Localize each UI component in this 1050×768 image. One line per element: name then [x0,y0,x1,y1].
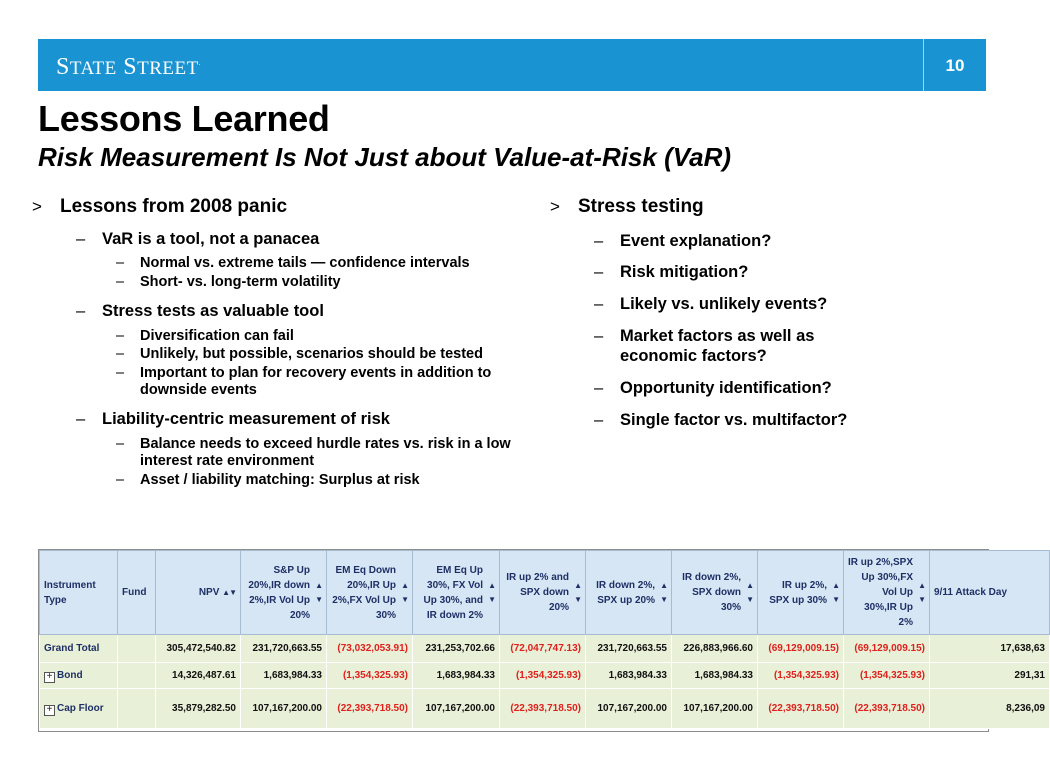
sort-icon[interactable]: ▲ ▼ [315,580,323,604]
value-cell: 14,326,487.61 [156,663,241,689]
right-column [546,196,966,441]
value-cell: (1,354,325.93) [500,663,586,689]
sort-icon[interactable]: ▲ ▼ [574,580,582,604]
col-header-scenario-3[interactable]: EM Eq Up 30%, FX Vol Up 30%, and IR down 2% ▲ ▼ [413,551,500,635]
expand-icon[interactable]: + [44,705,55,716]
bullet-item: – Single factor vs. multifactor? [594,410,848,429]
value-cell: 231,720,663.55 [241,635,327,663]
value-cell: (1,354,325.93) [844,663,930,689]
table-row-grand-total [40,635,1050,663]
value-cell: 35,879,282.50 [156,689,241,729]
col-header-npv[interactable]: NPV ▲▼ [156,551,241,635]
bullet-item: – Risk mitigation? [594,263,749,282]
state-street-logo: STATE STREET. [56,54,201,80]
sub-bullet: – Normal vs. extreme tails — confidence intervals [116,255,470,272]
value-cell: 1,683,984.33 [413,663,500,689]
sort-icon[interactable]: ▲ ▼ [746,580,754,604]
row-label: + Bond [40,663,118,689]
slide-title: Lessons Learned [38,98,330,139]
value-cell: (22,393,718.50) [844,689,930,729]
table-row-cap-floor [40,689,1050,729]
expand-icon[interactable]: + [44,672,55,683]
bullet-var-tool: – VaR is a tool, not a panacea [76,229,320,248]
col-header-scenario-6[interactable]: IR down 2%, SPX down 30% ▲ ▼ [672,551,758,635]
col-header-scenario-8[interactable]: IR up 2%,SPX Up 30%,FX Vol Up 30%,IR Up 2% ▲ ▼ [844,551,930,635]
header-bar [38,39,986,91]
value-cell: 107,167,200.00 [413,689,500,729]
bullet-item: – Market factors as well as economic factors? [594,326,815,366]
value-cell: 107,167,200.00 [241,689,327,729]
col-header-scenario-2[interactable]: EM Eq Down 20%,IR Up 2%,FX Vol Up 30% ▲ ▼ [327,551,413,635]
page-number: 10 [945,56,965,75]
sub-bullet: – Diversification can fail [116,327,294,344]
bullet-item: – Event explanation? [594,231,772,250]
value-cell: 231,253,702.66 [413,635,500,663]
col-header-scenario-7[interactable]: IR up 2%, SPX up 30% ▲ ▼ [758,551,844,635]
value-cell: (22,393,718.50) [758,689,844,729]
stress-test-grid [39,550,1050,729]
bullet-stress-tests: – Stress tests as valuable tool [76,302,324,321]
col-header-instrument-type[interactable]: Instrument Type [40,551,118,635]
value-cell: (69,129,009.15) [844,635,930,663]
value-cell: 1,683,984.33 [672,663,758,689]
value-cell: 8,236,09 [930,689,1050,729]
value-cell: 1,683,984.33 [241,663,327,689]
bullet-lessons-2008: > Lessons from 2008 panic [32,196,288,217]
value-cell: (1,354,325.93) [758,663,844,689]
value-cell: 107,167,200.00 [586,689,672,729]
sub-bullet: – Important to plan for recovery events in addition to downside events [116,364,492,398]
sub-bullet: – Unlikely, but possible, scenarios should be tested [116,346,483,363]
sub-bullet: – Asset / liability matching: Surplus at risk [116,471,420,488]
bullet-stress-testing: > Stress testing [550,196,704,217]
value-cell: 231,720,663.55 [586,635,672,663]
value-cell: (72,047,747.13) [500,635,586,663]
left-column [28,196,548,499]
slide-subtitle: Risk Measurement Is Not Just about Value-at-Risk (VaR) [38,142,732,172]
col-header-scenario-1[interactable]: S&P Up 20%,IR down 2%,IR Vol Up 20% ▲ ▼ [241,551,327,635]
col-header-scenario-9[interactable]: 9/11 Attack Day [930,551,1050,635]
sort-icon[interactable]: ▲ ▼ [832,580,840,604]
sort-icon[interactable]: ▲▼ [222,588,236,597]
sub-bullet: – Short- vs. long-term volatility [116,273,341,290]
col-header-scenario-4[interactable]: IR up 2% and SPX down 20% ▲ ▼ [500,551,586,635]
row-label: + Cap Floor [40,689,118,729]
value-cell: 226,883,966.60 [672,635,758,663]
value-cell: 291,31 [930,663,1050,689]
stress-test-table [38,549,1045,732]
table-row-bond [40,663,1050,689]
value-cell: (69,129,009.15) [758,635,844,663]
fund-cell [118,689,156,729]
bullet-item: – Likely vs. unlikely events? [594,295,828,314]
value-cell: 1,683,984.33 [586,663,672,689]
value-cell: (1,354,325.93) [327,663,413,689]
bullet-item: – Opportunity identification? [594,378,832,397]
value-cell: (22,393,718.50) [327,689,413,729]
col-header-fund[interactable]: Fund [118,551,156,635]
sort-icon[interactable]: ▲ ▼ [918,580,926,604]
sort-icon[interactable]: ▲ ▼ [660,580,668,604]
value-cell: (22,393,718.50) [500,689,586,729]
value-cell: 305,472,540.82 [156,635,241,663]
value-cell: (73,032,053.91) [327,635,413,663]
row-label: Grand Total [40,635,118,663]
fund-cell [118,663,156,689]
sub-bullet: – Balance needs to exceed hurdle rates vs. risk in a low interest rate environment [116,436,511,470]
bullet-liability-centric: – Liability-centric measurement of risk [76,410,390,429]
sort-icon[interactable]: ▲ ▼ [401,580,409,604]
col-header-scenario-5[interactable]: IR down 2%, SPX up 20% ▲ ▼ [586,551,672,635]
fund-cell [118,635,156,663]
sort-icon[interactable]: ▲ ▼ [488,580,496,604]
value-cell: 107,167,200.00 [672,689,758,729]
value-cell: 17,638,63 [930,635,1050,663]
